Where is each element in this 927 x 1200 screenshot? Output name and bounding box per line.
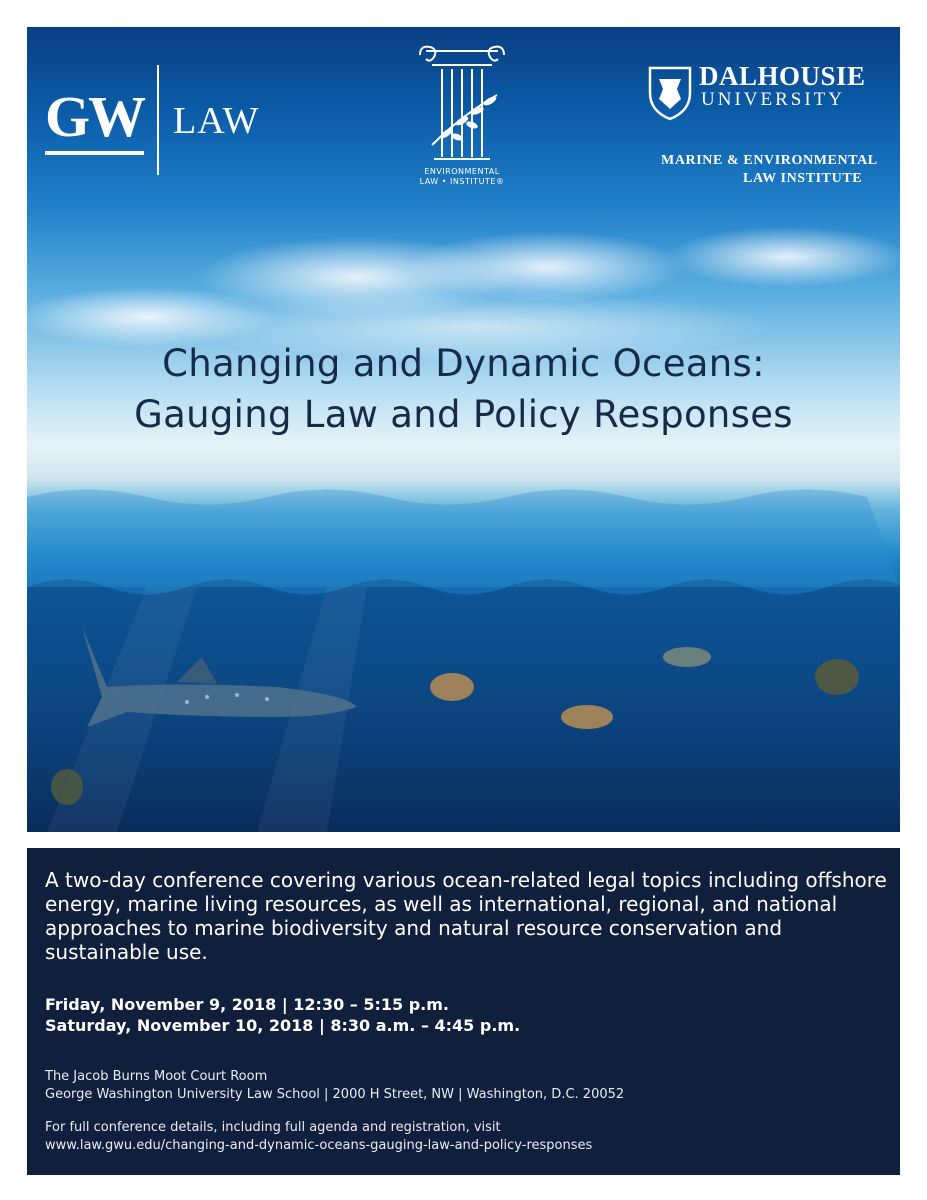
date-day1: Friday, November 9, 2018 | 12:30 – 5:15 p.m.: [45, 995, 449, 1014]
more-info: [45, 1119, 592, 1155]
gw-monogram: GW: [45, 87, 144, 155]
location-address: George Washington University Law School | 2000 H Street, NW | Washington, D.C. 20052: [45, 1087, 625, 1102]
environmental-law-institute-logo: [412, 45, 512, 195]
date-day2: Saturday, November 10, 2018 | 8:30 a.m. – 4:45 p.m.: [45, 1016, 521, 1035]
location-room: The Jacob Burns Moot Court Room: [45, 1069, 268, 1084]
event-dates: [45, 994, 520, 1036]
conference-title-line2: Gauging Law and Policy Responses: [134, 393, 793, 436]
institute-name-line2: LAW INSTITUTE: [743, 171, 863, 186]
more-info-prompt: For full conference details, including full agenda and registration, visit: [45, 1120, 501, 1135]
eli-line2: LAW • INSTITUTE®: [419, 177, 505, 186]
conference-url-link[interactable]: www.law.gwu.edu/changing-and-dynamic-oceans-gauging-law-and-policy-responses: [45, 1138, 593, 1153]
eli-wordmark: [392, 167, 532, 187]
conference-title-line1: Changing and Dynamic Oceans:: [162, 342, 765, 385]
logo-divider: [157, 65, 159, 175]
gw-law-wordmark: LAW: [173, 100, 260, 142]
event-info-panel: [27, 848, 900, 1175]
dalhousie-university: UNIVERSITY: [701, 89, 845, 110]
conference-description: A two-day conference covering various ocean-related legal topics including offshore energy, marine living resources, as well as international, regional, and national approaches to marine biodiversity and natural resource conservation and sustainable use.: [45, 868, 887, 964]
column-icon: [412, 45, 512, 167]
eli-line1: ENVIRONMENTAL: [424, 167, 500, 176]
institute-name-line1: MARINE & ENVIRONMENTAL: [661, 153, 878, 168]
ocean-hero-image: [27, 27, 900, 832]
dalhousie-name: DALHOUSIE: [699, 61, 866, 91]
event-location: [45, 1068, 624, 1104]
dalhousie-crest-icon: [647, 65, 693, 121]
